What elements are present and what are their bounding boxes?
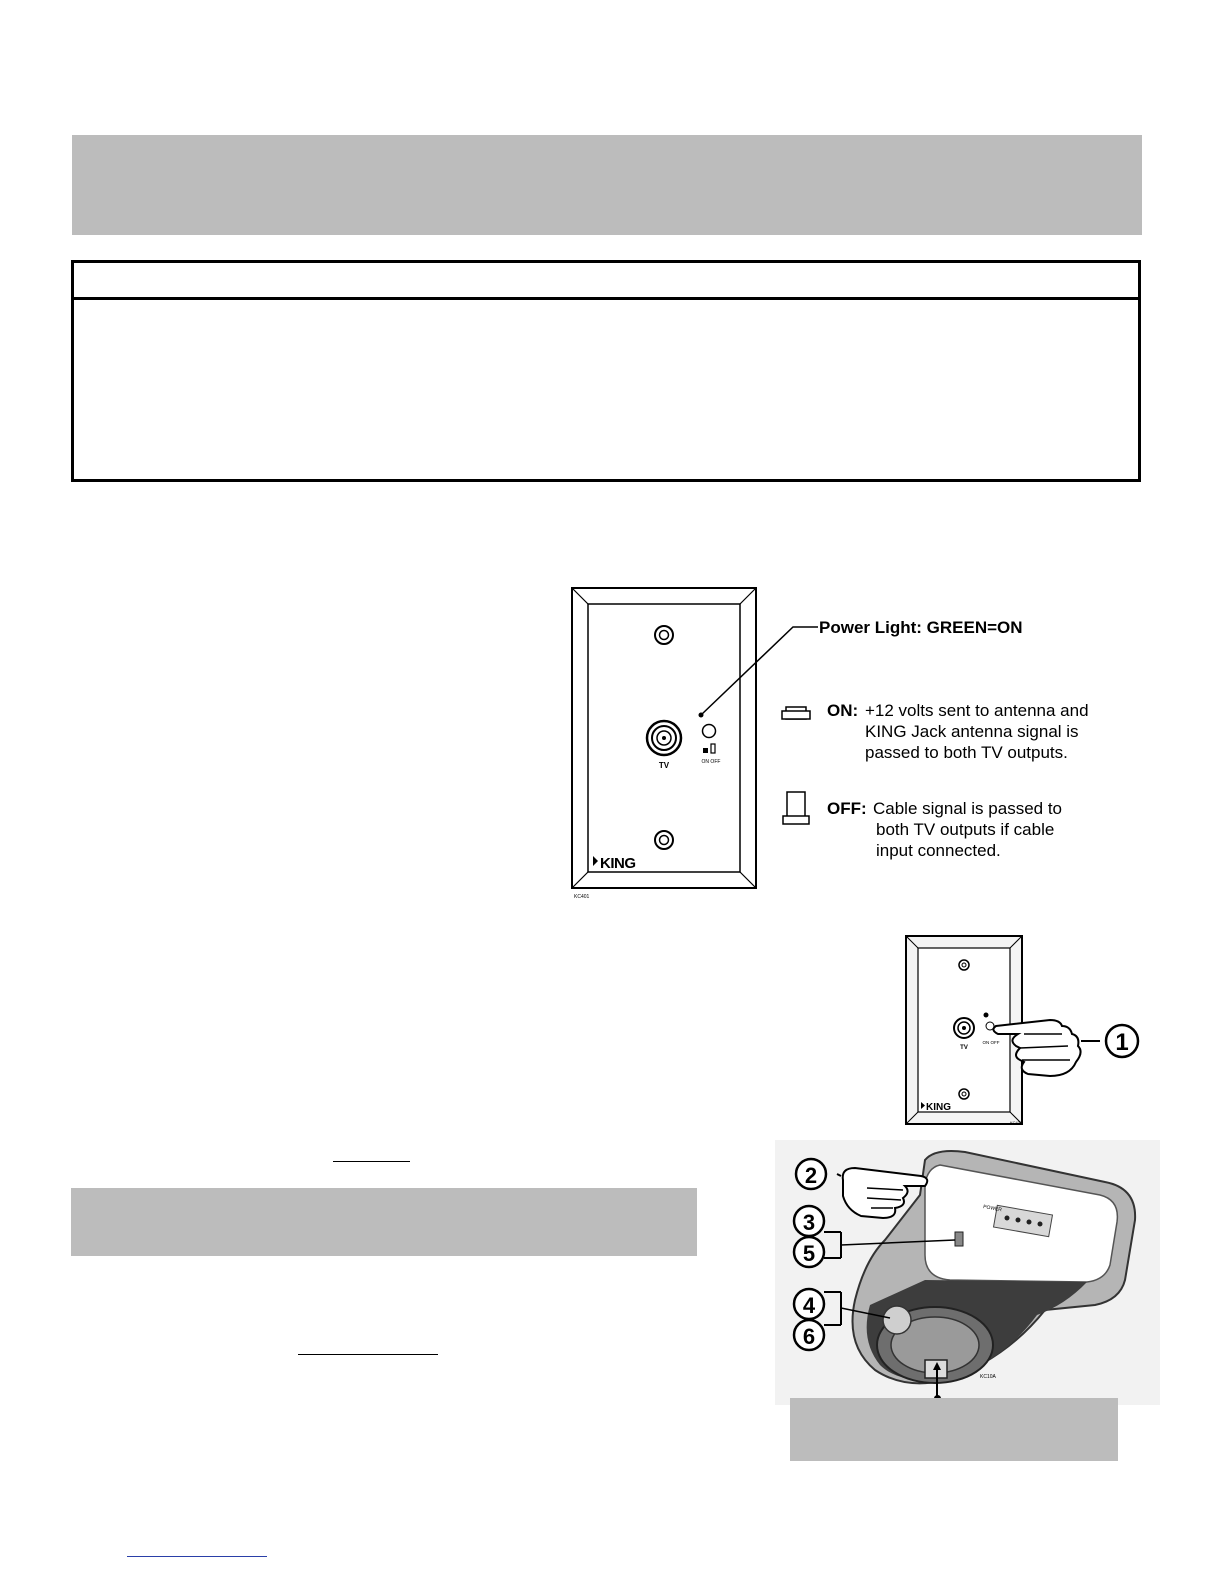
underlined-text-2 <box>298 1354 438 1355</box>
svg-text:3: 3 <box>802 1210 816 1235</box>
off-text-line-3: input connected. <box>876 841 1001 860</box>
wallplate-switch-label: ON OFF <box>701 759 721 765</box>
notice-box <box>71 260 1141 482</box>
callout-3-icon <box>794 1206 824 1236</box>
svg-text:2: 2 <box>804 1163 818 1188</box>
header-band <box>72 135 1142 235</box>
small-part-code: KC437 <box>1010 1120 1023 1125</box>
svg-text:5: 5 <box>802 1241 816 1266</box>
svg-text:4: 4 <box>802 1293 816 1318</box>
off-text-line-2: both TV outputs if cable <box>876 820 1055 839</box>
top-screw-icon <box>655 626 673 644</box>
switch-off-icon <box>783 792 809 824</box>
wallplate-diagram <box>560 580 1120 905</box>
footer-link[interactable] <box>127 1556 267 1557</box>
power-light-label: Power Light: GREEN=ON <box>819 618 1023 637</box>
section-band <box>71 1188 697 1256</box>
small-tv-label: TV <box>960 1045 968 1051</box>
callout-4-icon <box>794 1289 824 1319</box>
tv-coax-connector-icon <box>647 721 681 755</box>
wallplate-small-diagram <box>900 930 1150 1130</box>
callout-2-icon <box>796 1159 826 1189</box>
on-text-line-3: passed to both TV outputs. <box>865 743 1068 762</box>
power-light-icon <box>703 725 716 738</box>
on-label: ON: <box>827 701 859 720</box>
antenna-caption-box <box>790 1398 1118 1461</box>
callout-6-icon <box>794 1320 824 1350</box>
switch-on-icon <box>782 707 810 719</box>
callout-5-icon <box>794 1237 824 1267</box>
antenna-underside-illustration <box>775 1140 1160 1405</box>
panel-power-label: POWER <box>982 1204 1003 1214</box>
wallplate-brand: KING <box>600 855 636 872</box>
on-text-line-1: +12 volts sent to antenna and <box>865 701 1089 720</box>
off-label: OFF: <box>827 799 867 818</box>
notice-box-title-divider <box>74 297 1138 300</box>
wallplate-tv-label: TV <box>658 761 670 770</box>
on-text-line-2: KING Jack antenna signal is <box>865 722 1079 741</box>
off-text-line-1: Cable signal is passed to <box>873 799 1063 818</box>
bottom-screw-icon <box>655 831 673 849</box>
small-brand: KING <box>926 1102 951 1113</box>
svg-text:1: 1 <box>1115 1029 1129 1056</box>
callout-1-icon <box>1106 1025 1138 1057</box>
svg-text:6: 6 <box>802 1324 816 1349</box>
underlined-text-1 <box>333 1161 410 1162</box>
small-switch-label: ON OFF <box>982 1040 1000 1045</box>
antenna-part-code: KC10A <box>980 1374 996 1380</box>
wallplate-part-code: KC401 <box>574 894 590 900</box>
